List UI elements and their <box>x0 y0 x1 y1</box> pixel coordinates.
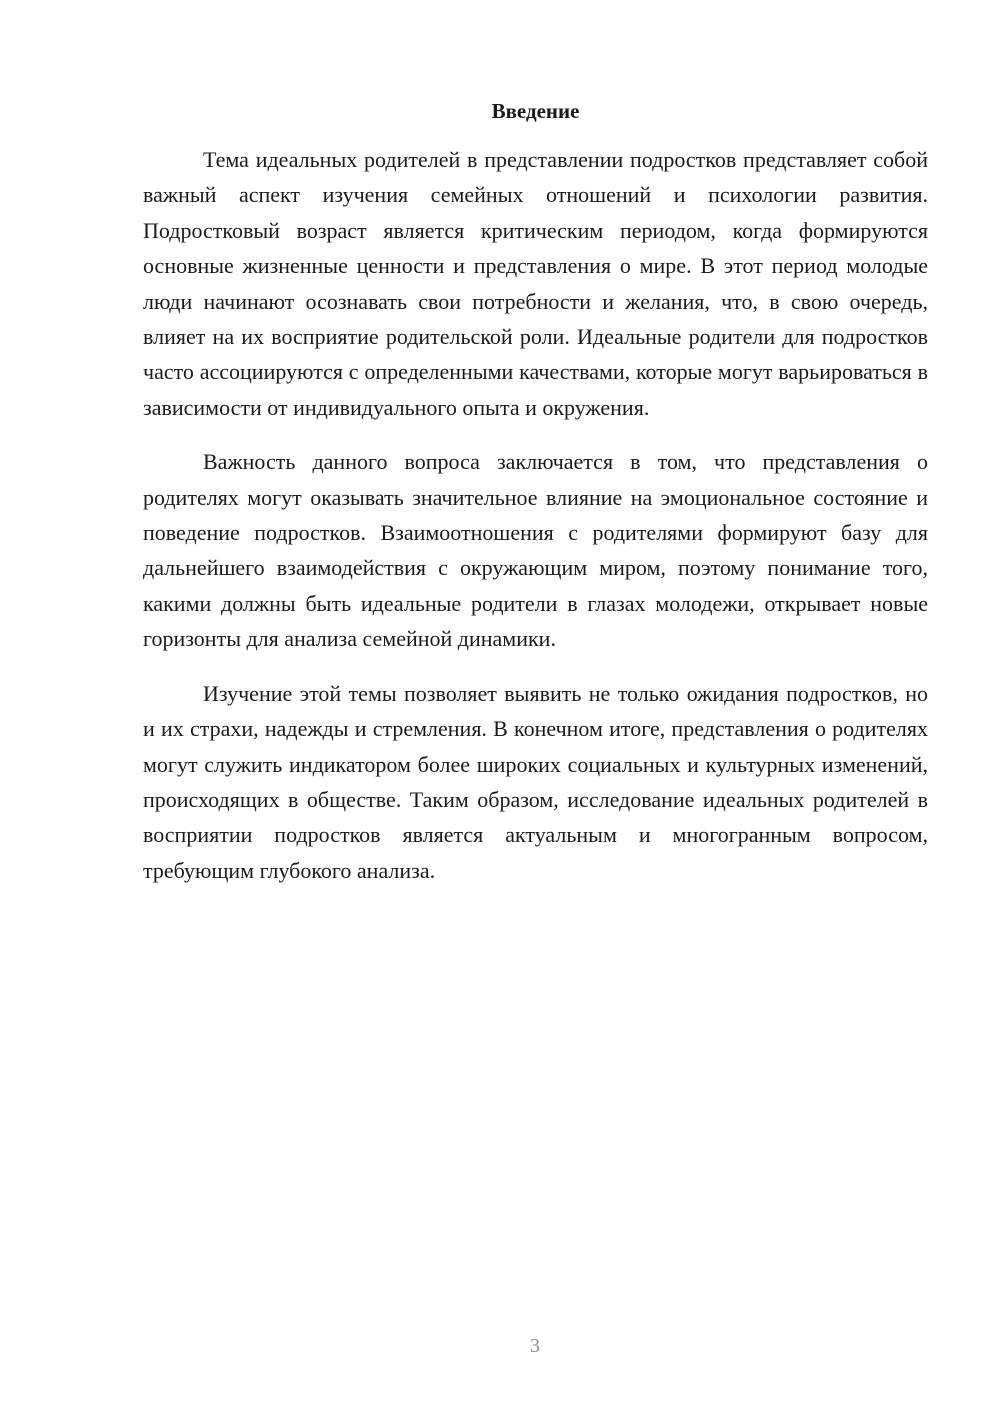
paragraph-importance: Важность данного вопроса заключается в том, что представления о родителях могут оказывать значительное влияние на эмоциональное состояние и поведение подростков. Взаимоотношения с родителями формируют базу для дальнейшего взаимодействия с окружающим миром, поэтому понимание того, какими должны быть идеальные родители в глазах молодежи, открывает новые горизонты для анализа семейной динамики. <box>143 449 928 652</box>
paragraph-intro-topic: Тема идеальных родителей в представлении подростков представляет собой важный аспект изучения семейных отношений и психологии развития. Подростковый возраст является критическим периодом, когда формируются основные жизненные ценности и представления о мире. В этот период молодые люди начинают осознавать свои потребности и желания, что, в свою очередь, влияет на их восприятие родительской роли. Идеальные родители для подростков часто ассоциируются с определенными качествами, которые могут варьироваться в зависимости от индивидуального опыта и окружения. <box>143 147 928 420</box>
section-heading: Введение <box>491 99 580 123</box>
paragraph-study-relevance: Изучение этой темы позволяет выявить не только ожидания подростков, но и их страхи, надежды и стремления. В конечном итоге, представления о родителях могут служить индикатором более широких социальных и культурных изменений, происходящих в обществе. Таким образом, исследование идеальных родителей в восприятии подростков является актуальным и многогранным вопросом, требующим глубокого анализа. <box>143 680 928 883</box>
page-number: 3 <box>530 1335 540 1357</box>
body-text <box>143 142 928 907</box>
